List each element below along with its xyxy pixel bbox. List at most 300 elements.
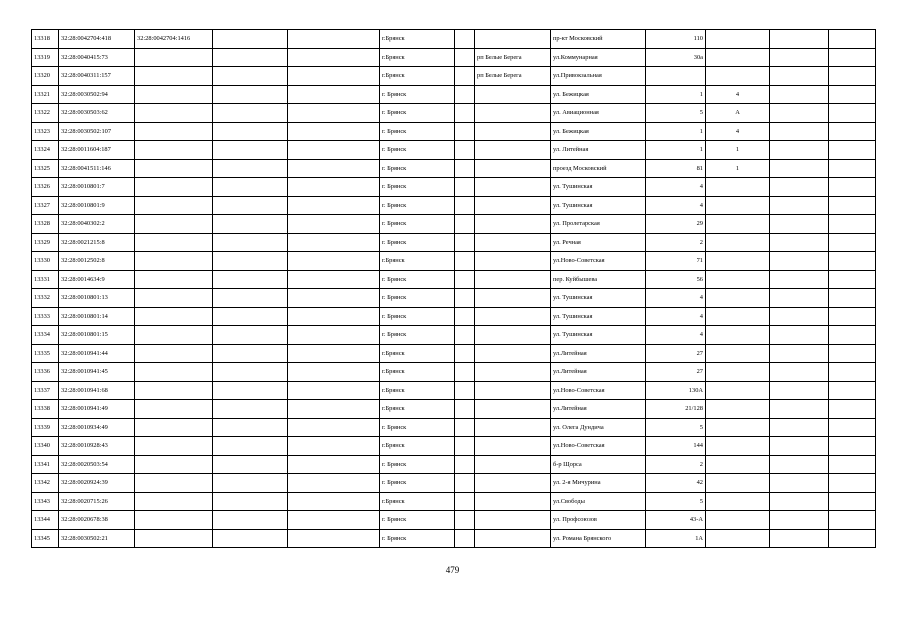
city-cell: г.Брянск — [380, 344, 455, 363]
table-row — [32, 196, 876, 215]
empty-cell — [213, 344, 288, 363]
district-cell — [475, 381, 551, 400]
empty-cell — [829, 492, 876, 511]
empty-cell — [288, 455, 380, 474]
district-cell — [475, 104, 551, 123]
table-row — [32, 67, 876, 86]
cadastral-number-cell: 32:28:0020924:39 — [59, 474, 135, 493]
city-cell: г. Брянск — [380, 289, 455, 308]
empty-cell — [213, 178, 288, 197]
district-cell — [475, 437, 551, 456]
empty-cell — [213, 233, 288, 252]
empty-cell — [213, 289, 288, 308]
street-cell: ул. Речная — [551, 233, 646, 252]
street-cell: ул. Авиационная — [551, 104, 646, 123]
empty-cell — [829, 48, 876, 67]
empty-cell — [829, 67, 876, 86]
house-number-cell: 110 — [646, 30, 706, 49]
empty-cell — [455, 85, 475, 104]
street-cell: ул. Пролетарская — [551, 215, 646, 234]
parent-cadastral-number-cell — [135, 252, 213, 271]
cadastral-number-cell: 32:28:0010801:14 — [59, 307, 135, 326]
empty-cell — [288, 418, 380, 437]
empty-cell — [770, 233, 829, 252]
empty-cell — [455, 196, 475, 215]
empty-cell — [288, 474, 380, 493]
parent-cadastral-number-cell — [135, 474, 213, 493]
row-id-cell: 13319 — [32, 48, 59, 67]
empty-cell — [455, 270, 475, 289]
empty-cell — [213, 196, 288, 215]
empty-cell — [288, 326, 380, 345]
empty-cell — [455, 492, 475, 511]
empty-cell — [455, 400, 475, 419]
empty-cell — [213, 455, 288, 474]
street-cell: ул.Свободы — [551, 492, 646, 511]
building-number-cell — [706, 400, 770, 419]
district-cell — [475, 363, 551, 382]
building-number-cell — [706, 289, 770, 308]
table-row — [32, 159, 876, 178]
parent-cadastral-number-cell — [135, 215, 213, 234]
parent-cadastral-number-cell — [135, 159, 213, 178]
empty-cell — [213, 270, 288, 289]
city-cell: г. Брянск — [380, 233, 455, 252]
empty-cell — [288, 122, 380, 141]
house-number-cell: 56 — [646, 270, 706, 289]
empty-cell — [829, 178, 876, 197]
building-number-cell — [706, 307, 770, 326]
empty-cell — [288, 529, 380, 548]
table-row — [32, 48, 876, 67]
city-cell: г.Брянск — [380, 363, 455, 382]
empty-cell — [455, 122, 475, 141]
cadastral-number-cell: 32:28:0040311:157 — [59, 67, 135, 86]
parent-cadastral-number-cell — [135, 307, 213, 326]
district-cell: рп Белые Берега — [475, 48, 551, 67]
empty-cell — [288, 67, 380, 86]
city-cell: г. Брянск — [380, 122, 455, 141]
row-id-cell: 13321 — [32, 85, 59, 104]
cadastral-number-cell: 32:28:0040415:73 — [59, 48, 135, 67]
empty-cell — [829, 270, 876, 289]
street-cell: ул.Коммунарная — [551, 48, 646, 67]
building-number-cell — [706, 529, 770, 548]
cadastral-number-cell: 32:28:0010941:44 — [59, 344, 135, 363]
empty-cell — [213, 326, 288, 345]
house-number-cell: 5 — [646, 104, 706, 123]
city-cell: г.Брянск — [380, 492, 455, 511]
table-row — [32, 215, 876, 234]
house-number-cell: 4 — [646, 289, 706, 308]
city-cell: г. Брянск — [380, 270, 455, 289]
street-cell: ул. Тушинская — [551, 289, 646, 308]
house-number-cell: 71 — [646, 252, 706, 271]
empty-cell — [213, 48, 288, 67]
empty-cell — [829, 30, 876, 49]
empty-cell — [288, 159, 380, 178]
cadastral-number-cell: 32:28:0020678:38 — [59, 511, 135, 530]
empty-cell — [829, 233, 876, 252]
empty-cell — [770, 400, 829, 419]
empty-cell — [829, 122, 876, 141]
empty-cell — [455, 307, 475, 326]
building-number-cell — [706, 270, 770, 289]
empty-cell — [770, 326, 829, 345]
empty-cell — [829, 289, 876, 308]
city-cell: г. Брянск — [380, 141, 455, 160]
empty-cell — [213, 474, 288, 493]
city-cell: г. Брянск — [380, 418, 455, 437]
table-row — [32, 418, 876, 437]
district-cell — [475, 159, 551, 178]
empty-cell — [455, 363, 475, 382]
street-cell: ул.Привокзальная — [551, 67, 646, 86]
row-id-cell: 13335 — [32, 344, 59, 363]
row-id-cell: 13322 — [32, 104, 59, 123]
row-id-cell: 13337 — [32, 381, 59, 400]
cadastral-number-cell: 32:28:0010928:43 — [59, 437, 135, 456]
building-number-cell — [706, 344, 770, 363]
empty-cell — [770, 141, 829, 160]
district-cell — [475, 30, 551, 49]
table-row — [32, 122, 876, 141]
city-cell: г. Брянск — [380, 529, 455, 548]
district-cell — [475, 511, 551, 530]
table-row — [32, 363, 876, 382]
city-cell: г.Брянск — [380, 437, 455, 456]
house-number-cell: 4 — [646, 307, 706, 326]
city-cell: г. Брянск — [380, 455, 455, 474]
empty-cell — [770, 104, 829, 123]
building-number-cell: А — [706, 104, 770, 123]
parent-cadastral-number-cell — [135, 67, 213, 86]
empty-cell — [455, 67, 475, 86]
house-number-cell: 4 — [646, 326, 706, 345]
district-cell — [475, 252, 551, 271]
cadastral-number-cell: 32:28:0010801:7 — [59, 178, 135, 197]
building-number-cell — [706, 455, 770, 474]
street-cell: ул.Ново-Советская — [551, 381, 646, 400]
empty-cell — [213, 67, 288, 86]
table-row — [32, 326, 876, 345]
building-number-cell — [706, 67, 770, 86]
street-cell: ул. 2-я Мичурина — [551, 474, 646, 493]
empty-cell — [288, 252, 380, 271]
street-cell: ул.Ново-Советская — [551, 437, 646, 456]
district-cell — [475, 289, 551, 308]
empty-cell — [770, 344, 829, 363]
empty-cell — [455, 381, 475, 400]
empty-cell — [288, 289, 380, 308]
house-number-cell: 43-А — [646, 511, 706, 530]
empty-cell — [213, 215, 288, 234]
district-cell — [475, 215, 551, 234]
district-cell — [475, 474, 551, 493]
empty-cell — [829, 307, 876, 326]
district-cell — [475, 141, 551, 160]
district-cell — [475, 455, 551, 474]
district-cell — [475, 122, 551, 141]
city-cell: г. Брянск — [380, 474, 455, 493]
empty-cell — [213, 141, 288, 160]
row-id-cell: 13345 — [32, 529, 59, 548]
house-number-cell: 130А — [646, 381, 706, 400]
cadastral-number-cell: 32:28:0010801:13 — [59, 289, 135, 308]
parent-cadastral-number-cell — [135, 196, 213, 215]
empty-cell — [829, 511, 876, 530]
parent-cadastral-number-cell — [135, 437, 213, 456]
empty-cell — [455, 289, 475, 308]
building-number-cell — [706, 363, 770, 382]
row-id-cell: 13323 — [32, 122, 59, 141]
empty-cell — [213, 122, 288, 141]
table-row — [32, 529, 876, 548]
table-row — [32, 474, 876, 493]
empty-cell — [829, 363, 876, 382]
city-cell: г. Брянск — [380, 159, 455, 178]
table-row — [32, 511, 876, 530]
district-cell — [475, 492, 551, 511]
row-id-cell: 13324 — [32, 141, 59, 160]
table-row — [32, 307, 876, 326]
district-cell — [475, 529, 551, 548]
building-number-cell — [706, 48, 770, 67]
empty-cell — [770, 30, 829, 49]
empty-cell — [455, 474, 475, 493]
empty-cell — [770, 381, 829, 400]
row-id-cell: 13327 — [32, 196, 59, 215]
empty-cell — [770, 85, 829, 104]
empty-cell — [288, 270, 380, 289]
table-row — [32, 30, 876, 49]
street-cell: ул. Литейная — [551, 141, 646, 160]
parent-cadastral-number-cell — [135, 178, 213, 197]
street-cell: ул. Тушинская — [551, 307, 646, 326]
empty-cell — [770, 474, 829, 493]
empty-cell — [770, 289, 829, 308]
empty-cell — [455, 437, 475, 456]
row-id-cell: 13336 — [32, 363, 59, 382]
street-cell: ул. Тушинская — [551, 178, 646, 197]
street-cell: ул.Литейная — [551, 400, 646, 419]
empty-cell — [213, 363, 288, 382]
parent-cadastral-number-cell — [135, 363, 213, 382]
house-number-cell: 2 — [646, 233, 706, 252]
parent-cadastral-number-cell — [135, 48, 213, 67]
building-number-cell: 1 — [706, 141, 770, 160]
empty-cell — [288, 437, 380, 456]
empty-cell — [829, 85, 876, 104]
table-row — [32, 270, 876, 289]
empty-cell — [455, 529, 475, 548]
empty-cell — [829, 455, 876, 474]
register-table — [31, 29, 876, 548]
empty-cell — [829, 215, 876, 234]
city-cell: г. Брянск — [380, 196, 455, 215]
house-number-cell: 30а — [646, 48, 706, 67]
house-number-cell: 144 — [646, 437, 706, 456]
empty-cell — [288, 85, 380, 104]
empty-cell — [770, 455, 829, 474]
empty-cell — [829, 529, 876, 548]
empty-cell — [213, 511, 288, 530]
empty-cell — [288, 30, 380, 49]
cadastral-number-cell: 32:28:0010941:49 — [59, 400, 135, 419]
empty-cell — [770, 67, 829, 86]
empty-cell — [770, 307, 829, 326]
cadastral-number-cell: 32:28:0010941:45 — [59, 363, 135, 382]
city-cell: г.Брянск — [380, 30, 455, 49]
parent-cadastral-number-cell — [135, 326, 213, 345]
cadastral-number-cell: 32:28:0020503:54 — [59, 455, 135, 474]
table-row — [32, 344, 876, 363]
table-row — [32, 178, 876, 197]
city-cell: г. Брянск — [380, 326, 455, 345]
empty-cell — [829, 474, 876, 493]
building-number-cell — [706, 474, 770, 493]
empty-cell — [455, 141, 475, 160]
empty-cell — [213, 418, 288, 437]
row-id-cell: 13318 — [32, 30, 59, 49]
empty-cell — [829, 196, 876, 215]
empty-cell — [213, 437, 288, 456]
street-cell: ул. Бежицкая — [551, 122, 646, 141]
building-number-cell — [706, 178, 770, 197]
parent-cadastral-number-cell — [135, 418, 213, 437]
street-cell: ул.Литейная — [551, 363, 646, 382]
empty-cell — [288, 344, 380, 363]
empty-cell — [288, 307, 380, 326]
house-number-cell: 29 — [646, 215, 706, 234]
empty-cell — [770, 252, 829, 271]
empty-cell — [455, 215, 475, 234]
empty-cell — [770, 48, 829, 67]
building-number-cell: 1 — [706, 159, 770, 178]
parent-cadastral-number-cell: 32:28:0042704:1416 — [135, 30, 213, 49]
row-id-cell: 13320 — [32, 67, 59, 86]
city-cell: г.Брянск — [380, 381, 455, 400]
house-number-cell: 5 — [646, 418, 706, 437]
building-number-cell — [706, 196, 770, 215]
cadastral-number-cell: 32:28:0012502:8 — [59, 252, 135, 271]
house-number-cell: 21/128 — [646, 400, 706, 419]
cadastral-number-cell: 32:28:0020715:26 — [59, 492, 135, 511]
cadastral-number-cell: 32:28:0042704:418 — [59, 30, 135, 49]
empty-cell — [288, 48, 380, 67]
empty-cell — [455, 344, 475, 363]
table-row — [32, 233, 876, 252]
empty-cell — [213, 529, 288, 548]
empty-cell — [213, 252, 288, 271]
building-number-cell — [706, 437, 770, 456]
building-number-cell: 4 — [706, 85, 770, 104]
cadastral-number-cell: 32:28:0021215:8 — [59, 233, 135, 252]
empty-cell — [213, 85, 288, 104]
building-number-cell — [706, 492, 770, 511]
empty-cell — [829, 252, 876, 271]
cadastral-number-cell: 32:28:0014634:9 — [59, 270, 135, 289]
city-cell: г.Брянск — [380, 252, 455, 271]
empty-cell — [455, 418, 475, 437]
street-cell: ул. Бежицкая — [551, 85, 646, 104]
street-cell: ул. Романа Брянского — [551, 529, 646, 548]
table-row — [32, 85, 876, 104]
empty-cell — [770, 418, 829, 437]
empty-cell — [770, 437, 829, 456]
row-id-cell: 13329 — [32, 233, 59, 252]
empty-cell — [455, 104, 475, 123]
house-number-cell: 1 — [646, 141, 706, 160]
house-number-cell: 42 — [646, 474, 706, 493]
table-row — [32, 400, 876, 419]
building-number-cell — [706, 233, 770, 252]
table-row — [32, 437, 876, 456]
table-row — [32, 289, 876, 308]
empty-cell — [455, 159, 475, 178]
city-cell: г. Брянск — [380, 307, 455, 326]
building-number-cell — [706, 511, 770, 530]
house-number-cell: 27 — [646, 344, 706, 363]
parent-cadastral-number-cell — [135, 381, 213, 400]
building-number-cell — [706, 381, 770, 400]
empty-cell — [829, 437, 876, 456]
city-cell: г. Брянск — [380, 215, 455, 234]
row-id-cell: 13341 — [32, 455, 59, 474]
empty-cell — [829, 159, 876, 178]
street-cell: ул. Профсоюзов — [551, 511, 646, 530]
city-cell: г.Брянск — [380, 48, 455, 67]
parent-cadastral-number-cell — [135, 85, 213, 104]
cadastral-number-cell: 32:28:0011604:187 — [59, 141, 135, 160]
empty-cell — [213, 400, 288, 419]
city-cell: г. Брянск — [380, 178, 455, 197]
district-cell — [475, 344, 551, 363]
cadastral-number-cell: 32:28:0010934:49 — [59, 418, 135, 437]
empty-cell — [288, 141, 380, 160]
parent-cadastral-number-cell — [135, 511, 213, 530]
parent-cadastral-number-cell — [135, 492, 213, 511]
empty-cell — [288, 363, 380, 382]
house-number-cell: 2 — [646, 455, 706, 474]
city-cell: г. Брянск — [380, 85, 455, 104]
empty-cell — [829, 141, 876, 160]
parent-cadastral-number-cell — [135, 289, 213, 308]
street-cell: ул. Тушинская — [551, 196, 646, 215]
empty-cell — [455, 233, 475, 252]
empty-cell — [770, 492, 829, 511]
parent-cadastral-number-cell — [135, 122, 213, 141]
parent-cadastral-number-cell — [135, 270, 213, 289]
row-id-cell: 13326 — [32, 178, 59, 197]
empty-cell — [829, 104, 876, 123]
empty-cell — [288, 400, 380, 419]
empty-cell — [829, 381, 876, 400]
district-cell — [475, 178, 551, 197]
cadastral-number-cell: 32:28:0030503:62 — [59, 104, 135, 123]
parent-cadastral-number-cell — [135, 141, 213, 160]
table-body — [32, 30, 876, 548]
street-cell: проезд Московский — [551, 159, 646, 178]
district-cell — [475, 418, 551, 437]
table-row — [32, 141, 876, 160]
house-number-cell: 1 — [646, 85, 706, 104]
street-cell: ул. Тушинская — [551, 326, 646, 345]
empty-cell — [829, 400, 876, 419]
building-number-cell — [706, 418, 770, 437]
house-number-cell: 4 — [646, 178, 706, 197]
cadastral-number-cell: 32:28:0030502:107 — [59, 122, 135, 141]
